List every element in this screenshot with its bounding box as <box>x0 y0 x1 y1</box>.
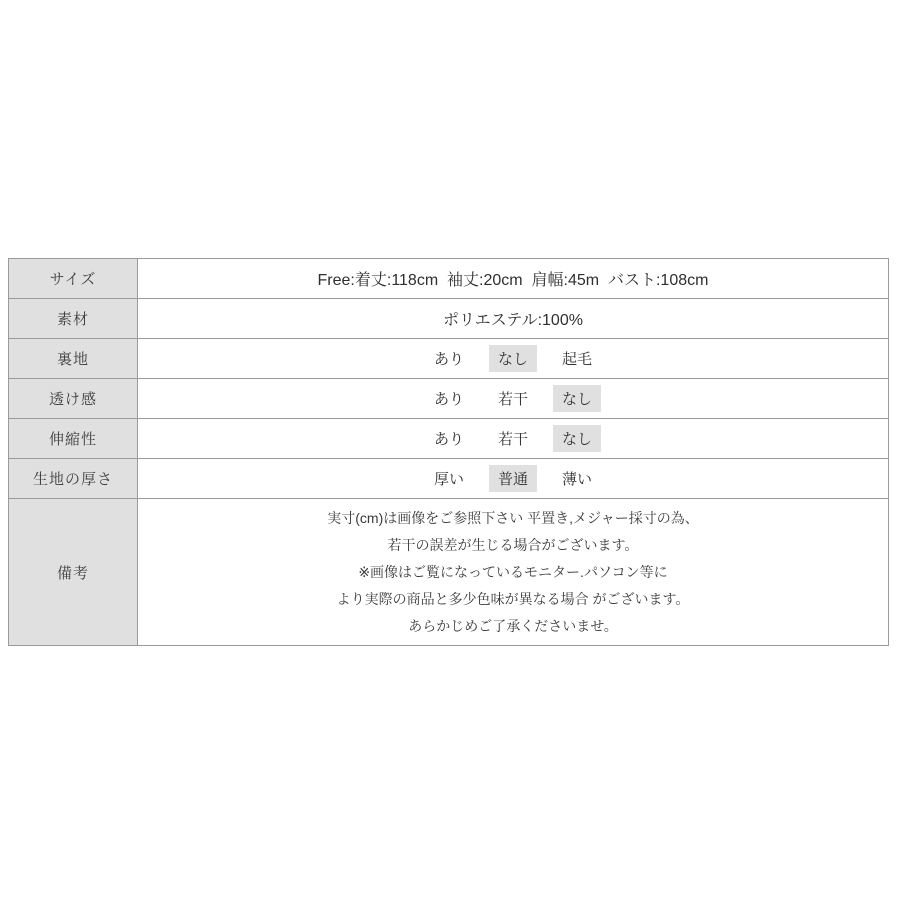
option-sheerness-jakkan: 若干 <box>497 391 528 408</box>
row-label-material: 素材 <box>9 299 138 338</box>
option-thickness-atsui: 厚い <box>433 471 464 488</box>
row-value-thickness <box>138 459 888 498</box>
option-thickness-futsuu: 普通 <box>489 465 537 492</box>
row-label-sheerness: 透け感 <box>9 379 138 418</box>
option-sheerness-nashi: なし <box>553 385 601 412</box>
table-row-material <box>9 299 888 339</box>
option-stretch-nashi: なし <box>553 425 601 452</box>
row-label-size: サイズ <box>9 259 138 298</box>
note-line-4: より実際の商品と多少色味が異なる場合 がございます。 <box>336 590 690 607</box>
option-stretch-ari: あり <box>433 431 464 448</box>
option-lining-kimo: 起毛 <box>562 351 593 368</box>
table-row-lining <box>9 339 888 379</box>
note-line-1: 実寸(cm)は画像をご参照下さい 平置き,メジャー採寸の為、 <box>327 509 699 526</box>
option-lining-nashi: なし <box>489 345 537 372</box>
row-value-stretch <box>138 419 888 458</box>
table-row-sheerness <box>9 379 888 419</box>
row-label-stretch: 伸縮性 <box>9 419 138 458</box>
option-lining-ari: あり <box>433 351 464 368</box>
note-line-5: あらかじめご了承くださいませ。 <box>408 617 618 634</box>
note-line-3: ※画像はご覧になっているモニター.パソコン等に <box>358 563 668 580</box>
option-thickness-usui: 薄い <box>562 471 593 488</box>
row-value-sheerness <box>138 379 888 418</box>
row-label-thickness: 生地の厚さ <box>9 459 138 498</box>
table-row-stretch <box>9 419 888 459</box>
row-label-notes: 備考 <box>9 499 138 645</box>
row-value-size: Free:着丈:118cm 袖丈:20cm 肩幅:45m バスト:108cm <box>317 272 709 289</box>
option-stretch-jakkan: 若干 <box>497 431 528 448</box>
row-value-lining <box>138 339 888 378</box>
row-value-material: ポリエステル:100% <box>443 312 583 329</box>
row-value-notes <box>138 499 888 645</box>
option-sheerness-ari: あり <box>433 391 464 408</box>
product-spec-table <box>8 258 889 646</box>
row-label-lining: 裏地 <box>9 339 138 378</box>
table-row-notes <box>9 499 888 645</box>
table-row-size <box>9 259 888 299</box>
note-line-2: 若干の誤差が生じる場合がございます。 <box>387 536 639 553</box>
table-row-thickness <box>9 459 888 499</box>
